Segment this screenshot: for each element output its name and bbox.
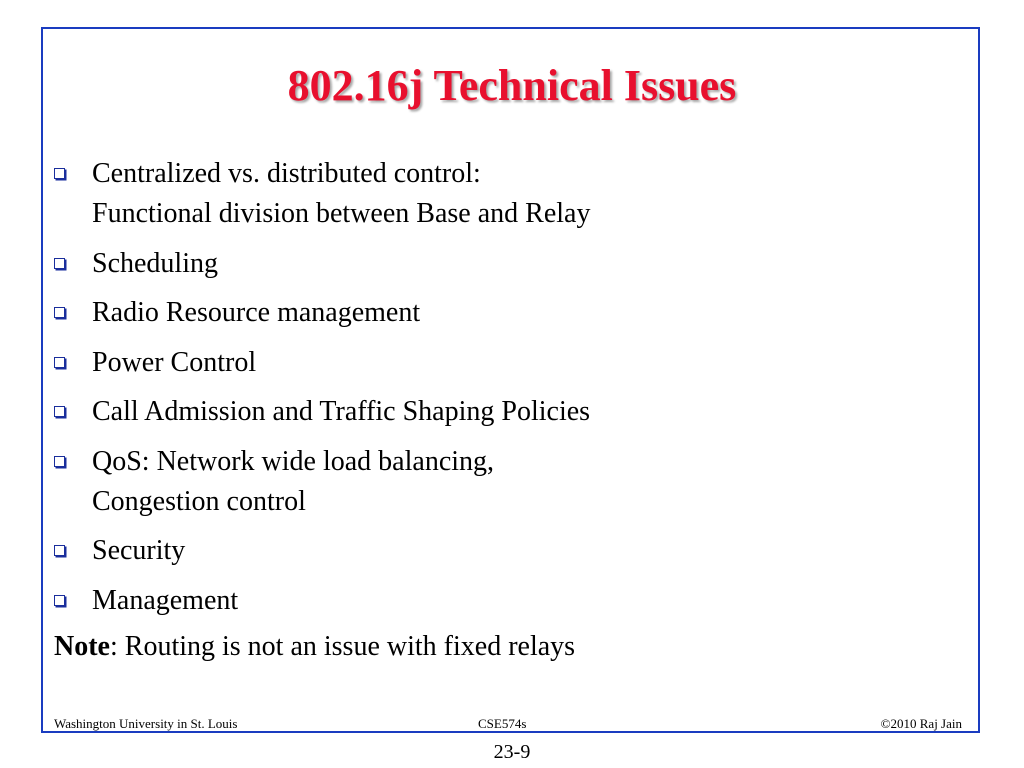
bullet-item xyxy=(54,581,954,621)
bullet-item xyxy=(54,293,954,333)
bullet-list xyxy=(54,154,954,630)
bullet-text: Radio Resource management xyxy=(92,297,421,328)
bullet-item xyxy=(54,531,954,571)
square-bullet-icon xyxy=(54,168,65,179)
bullet-text: Centralized vs. distributed control: xyxy=(92,158,481,189)
square-bullet-icon xyxy=(54,258,65,269)
bullet-item xyxy=(54,343,954,383)
slide-title: 802.16j Technical Issues xyxy=(287,61,737,110)
bullet-text: Congestion control xyxy=(92,485,306,517)
page-number: 23-9 xyxy=(493,741,531,763)
square-bullet-icon xyxy=(54,545,65,556)
note-label: Note xyxy=(54,631,110,662)
square-bullet-icon xyxy=(54,456,65,467)
bullet-item xyxy=(54,392,954,432)
bullet-text: Call Admission and Traffic Shaping Policies xyxy=(92,396,591,427)
square-bullet-icon xyxy=(54,406,65,417)
footer-copyright: ©2010 Raj Jain xyxy=(880,716,962,731)
bullet-text: QoS: Network wide load balancing, xyxy=(92,445,495,477)
bullet-text: Management xyxy=(92,584,239,616)
bullet-item xyxy=(54,442,954,522)
bullet-item xyxy=(54,154,954,234)
square-bullet-icon xyxy=(54,307,65,318)
bullet-text: Scheduling xyxy=(92,247,218,279)
footer-institution: Washington University in St. Louis xyxy=(54,716,238,731)
square-bullet-icon xyxy=(54,357,65,368)
bullet-text: Functional division between Base and Relay xyxy=(92,198,591,229)
slide-note xyxy=(54,627,575,667)
note-text: : Routing is not an issue with fixed relays xyxy=(109,631,576,662)
footer-course: CSE574s xyxy=(478,716,527,731)
bullet-text: Power Control xyxy=(92,346,257,378)
bullet-item xyxy=(54,244,954,284)
square-bullet-icon xyxy=(54,595,65,606)
bullet-text: Security xyxy=(92,535,186,566)
